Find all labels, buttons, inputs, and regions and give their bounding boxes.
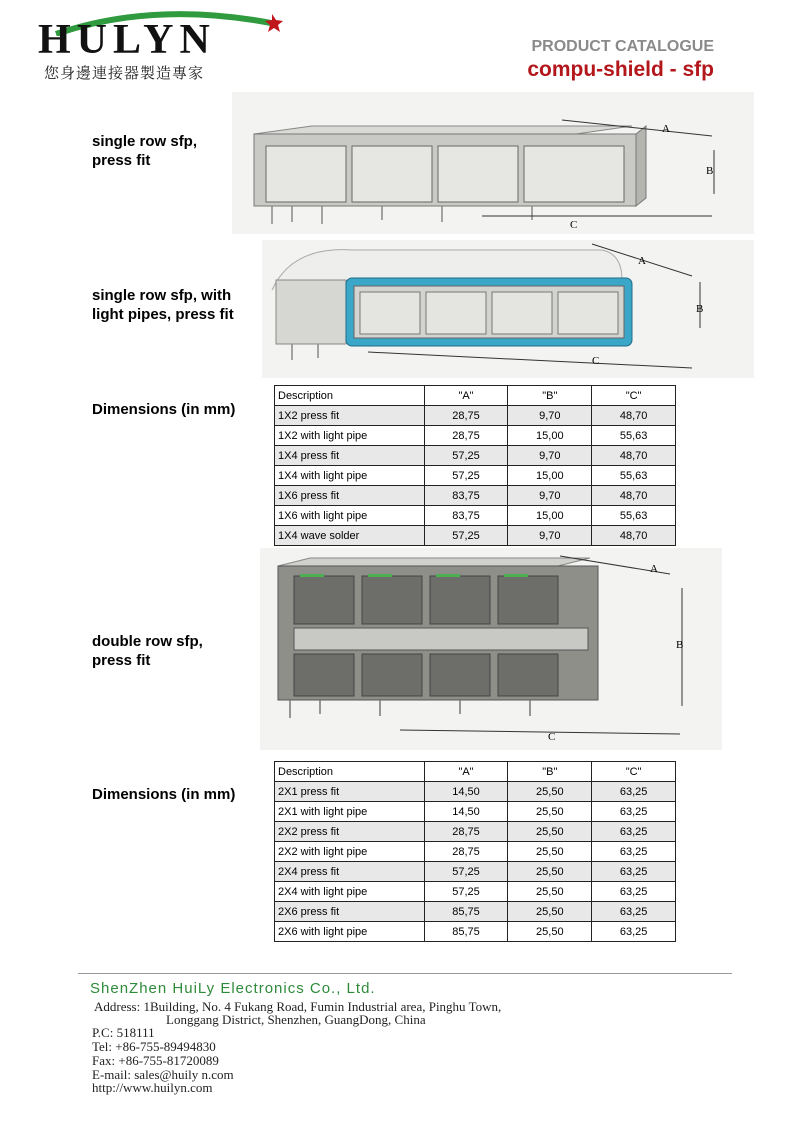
row-value: 83,75	[424, 506, 508, 526]
row-value: 25,50	[508, 902, 592, 922]
row-value: 28,75	[424, 842, 508, 862]
row-value: 55,63	[592, 466, 676, 486]
footer-divider	[78, 973, 732, 974]
row-description: 2X1 with light pipe	[275, 802, 425, 822]
row-description: 2X4 with light pipe	[275, 882, 425, 902]
table-row	[275, 822, 676, 842]
row-value: 57,25	[424, 882, 508, 902]
dim-a-label-3: A	[650, 563, 658, 575]
row-value: 25,50	[508, 822, 592, 842]
column-header: "C"	[592, 762, 676, 782]
single-row-label: single row sfp, press fit	[92, 133, 198, 169]
row-value: 25,50	[508, 842, 592, 862]
row-value: 25,50	[508, 802, 592, 822]
row-value: 15,00	[508, 466, 592, 486]
row-value: 55,63	[592, 506, 676, 526]
table-row	[275, 526, 676, 546]
logo-text: HULYN	[38, 17, 216, 63]
row-value: 9,70	[508, 526, 592, 546]
single-row-sfp-drawing	[232, 92, 754, 234]
row-description: 1X2 with light pipe	[275, 426, 425, 446]
row-value: 63,25	[592, 782, 676, 802]
column-header: "B"	[508, 762, 592, 782]
row-value: 28,75	[424, 822, 508, 842]
single-row-pipes-label: single row sfp, with light pipes, press fit	[92, 287, 234, 323]
table-row	[275, 902, 676, 922]
postal-code: P.C: 518111	[92, 1025, 155, 1040]
table-row	[275, 882, 676, 902]
table-row	[275, 802, 676, 822]
email-link[interactable]: E-mail: sales@huily n.com	[92, 1067, 234, 1082]
dim-a-label: A	[662, 123, 670, 135]
dimensions-label-1: Dimensions (in mm)	[92, 401, 236, 418]
row-value: 63,25	[592, 822, 676, 842]
dim-c-label-3: C	[548, 731, 556, 743]
row-value: 85,75	[424, 902, 508, 922]
dimensions-label-2: Dimensions (in mm)	[92, 786, 236, 803]
table-row	[275, 782, 676, 802]
table-row	[275, 466, 676, 486]
catalogue-title: PRODUCT CATALOGUE	[531, 38, 714, 55]
row-value: 25,50	[508, 862, 592, 882]
row-value: 48,70	[592, 526, 676, 546]
dimensions-table-single-row	[274, 385, 676, 546]
row-value: 63,25	[592, 862, 676, 882]
row-value: 48,70	[592, 406, 676, 426]
table-row	[275, 922, 676, 942]
row-value: 15,00	[508, 426, 592, 446]
column-header: Description	[275, 762, 425, 782]
table-row	[275, 862, 676, 882]
row-description: 1X4 with light pipe	[275, 466, 425, 486]
row-value: 63,25	[592, 922, 676, 942]
row-value: 25,50	[508, 882, 592, 902]
double-row-label: double row sfp, press fit	[92, 633, 203, 669]
column-header: "C"	[592, 386, 676, 406]
row-value: 9,70	[508, 486, 592, 506]
row-description: 2X6 press fit	[275, 902, 425, 922]
dim-c-label-2: C	[592, 355, 600, 367]
row-description: 2X1 press fit	[275, 782, 425, 802]
column-header: "A"	[424, 386, 508, 406]
dim-b-label-2: B	[696, 303, 704, 315]
table-row	[275, 486, 676, 506]
column-header: Description	[275, 386, 425, 406]
row-value: 83,75	[424, 486, 508, 506]
product-line-title: compu-shield - sfp	[527, 58, 714, 81]
address-line-1: Address: 1Building, No. 4 Fukang Road, Fumin Industrial area, Pinghu Town,	[94, 999, 502, 1014]
row-description: 1X4 press fit	[275, 446, 425, 466]
row-description: 2X4 press fit	[275, 862, 425, 882]
row-value: 57,25	[424, 466, 508, 486]
single-row-light-pipes-drawing	[262, 240, 754, 378]
table-row	[275, 446, 676, 466]
row-value: 28,75	[424, 406, 508, 426]
row-value: 48,70	[592, 486, 676, 506]
row-description: 1X4 wave solder	[275, 526, 425, 546]
logo-subtitle: 您身邊連接器製造專家	[44, 64, 205, 82]
double-row-sfp-drawing	[260, 548, 722, 750]
row-value: 63,25	[592, 882, 676, 902]
row-value: 57,25	[424, 446, 508, 466]
row-value: 63,25	[592, 802, 676, 822]
table-row	[275, 426, 676, 446]
row-description: 2X6 with light pipe	[275, 922, 425, 942]
row-description: 2X2 press fit	[275, 822, 425, 842]
row-value: 63,25	[592, 842, 676, 862]
table-row	[275, 406, 676, 426]
row-value: 9,70	[508, 406, 592, 426]
table1-header-row	[275, 386, 676, 406]
dim-c-label: C	[570, 219, 578, 231]
dim-b-label-3: B	[676, 639, 684, 651]
row-value: 14,50	[424, 802, 508, 822]
table-row	[275, 506, 676, 526]
column-header: "B"	[508, 386, 592, 406]
row-description: 1X6 with light pipe	[275, 506, 425, 526]
row-description: 2X2 with light pipe	[275, 842, 425, 862]
column-header: "A"	[424, 762, 508, 782]
website-link[interactable]: http://www.huilyn.com	[92, 1080, 213, 1095]
row-value: 25,50	[508, 782, 592, 802]
table2-header-row	[275, 762, 676, 782]
table-row	[275, 842, 676, 862]
row-value: 25,50	[508, 922, 592, 942]
row-value: 48,70	[592, 446, 676, 466]
row-description: 1X6 press fit	[275, 486, 425, 506]
row-value: 9,70	[508, 446, 592, 466]
row-value: 14,50	[424, 782, 508, 802]
fax: Fax: +86-755-81720089	[92, 1053, 219, 1068]
address-line-2: Longgang District, Shenzhen, GuangDong, China	[166, 1012, 426, 1027]
row-value: 57,25	[424, 862, 508, 882]
row-description: 1X2 press fit	[275, 406, 425, 426]
dim-b-label: B	[706, 165, 714, 177]
row-value: 15,00	[508, 506, 592, 526]
telephone: Tel: +86-755-89494830	[92, 1039, 216, 1054]
row-value: 28,75	[424, 426, 508, 446]
row-value: 55,63	[592, 426, 676, 446]
company-name: ShenZhen HuiLy Electronics Co., Ltd.	[90, 980, 376, 997]
dimensions-table-double-row	[274, 761, 676, 942]
row-value: 57,25	[424, 526, 508, 546]
dim-a-label-2: A	[638, 255, 646, 267]
row-value: 85,75	[424, 922, 508, 942]
row-value: 63,25	[592, 902, 676, 922]
